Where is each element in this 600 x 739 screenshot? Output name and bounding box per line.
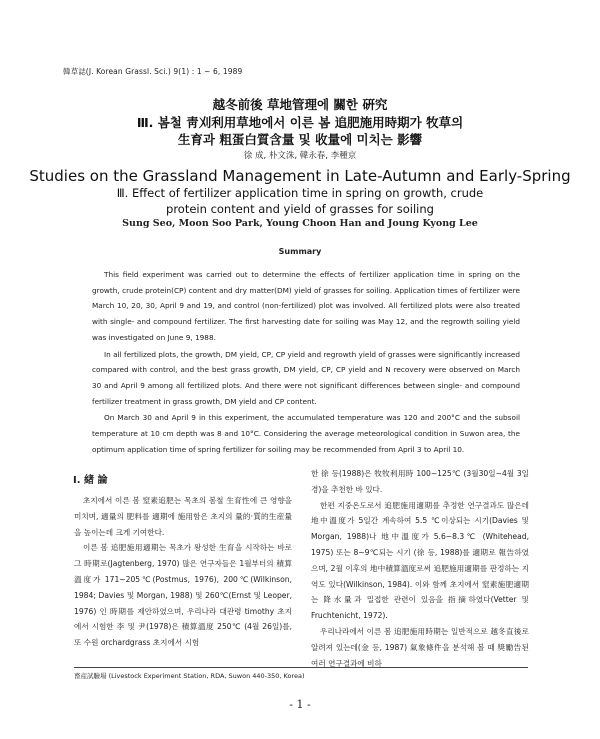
left-column-paragraph-1: 초지에서 이른 봄 窒素追肥는 목초의 봄철 生育性에 큰 영향을 미치며, 適量의 肥料를 適期에 施用함은 초지의 量的·質的生産量을 높이는데 크게 기여한다.: [74, 496, 292, 537]
english-authors: Sung Seo, Moon Soo Park, Young Choon Han and Joung Kyong Lee: [122, 218, 478, 229]
summary-heading: Summary: [278, 247, 322, 256]
journal-citation: 韓草誌(J. Korean Grassl. Sci.) 9(1) : 1 ~ 6, 1989: [63, 67, 243, 76]
korean-title-line3: 生育과 粗蛋白質含量 및 收量에 미치는 影響: [177, 132, 423, 147]
english-title-line3: protein content and yield of grasses for soiling: [166, 202, 434, 216]
korean-title-line1: 越冬前後 草地管理에 關한 硏究: [212, 97, 388, 112]
summary-paragraph-3: On March 30 and April 9 in this experiment, the accumulated temperature was 120 and 200°C and the subsoil temperature at 10 cm depth was 8 and 10°C. Considering the average meteorological condition in Suwon area, the optimum application time of spring fertilizer for soiling may be recommended from April 3 to April 10.: [92, 413, 520, 454]
footnote-divider: [74, 667, 528, 668]
english-title-line2: Ⅲ. Effect of fertilizer application time in spring on growth, crude: [116, 186, 484, 200]
right-column-paragraph-3: 우리나라에서 이른 봄 追肥施用時期는 일반적으로 越冬直後로 알려져 있는데(金 등, 1987) 氣象條件을 분석해 볼 때 獎勵告된 여러 연구결과에 비하: [311, 626, 529, 668]
summary-paragraph-2: In all fertilized plots, the growth, DM yield, CP, CP yield and regrowth yield of grasses were significantly increased compared with control, and the best grass growth, DM yield, CP, CP yield and N recovery were observed on March 30 and April 9 among all fertilized plots. And there were not significant differences between single- and compound fertilizer treatment in grass growth, DM yield and CP content.: [92, 349, 520, 406]
korean-authors: 徐 成, 朴文洙, 韓永春, 李種京: [243, 151, 357, 161]
left-column: [74, 493, 292, 651]
page-number: - 1 -: [289, 698, 311, 711]
right-column-paragraph-2: 한편 지중온도로서 追肥施用適期를 추정한 연구결과도 많은데 地中溫度가 5일간 계속하여 5.5 ℃이상되는 시기(Davies 및 Morgan, 1988)나 地中溫度가 5.6~8.3℃ (Whitehead, 1975) 또는 8~9℃되는 시기 (徐 등, 1988)를 適期로 報告하였으며, 2월 이후의 地中積算溫度로써 追肥施用適期를 판정하는 지역도 있다(Wilkinson, 1984). 이와 함께 초지에서 窒素施肥適期는 降水量과 밀접한 관련이 있음을 指摘하였다(Vetter 및 Fruchtenicht, 1972).: [311, 500, 529, 621]
footnote-affiliation: 畜産試驗場 (Livestock Experiment Station, RDA, Suwon 440-350, Korea): [74, 672, 305, 680]
korean-title-line2: Ⅲ. 봄철 靑刈利用草地에서 이른 봄 追肥施用時期가 牧草의: [136, 115, 464, 130]
english-title-line1: Studies on the Grassland Management in Late-Autumn and Early-Spring: [29, 167, 571, 185]
left-column-paragraph-2: 이른 봄 追肥施用適期는 목초가 왕성한 生育을 시작하는 바로 그 時期로(Jagtenberg, 1970) 많은 연구자들은 1월부터의 積算溫度가 171~205℃(Postmus, 1976), 200℃(Wilkinson, 1984; Davies 및 Morgan, 1988) 및 260℃(Ernst 및 Leoper, 1976) 인 時期를 제안하였으며, 우리나라 대관령 timothy 초지에서 시험한 李 및 尹(1978)은 積算溫度 250℃ (4월 26일)를, 또 수원 orchardgrass 초지에서 시험: [74, 543, 292, 648]
summary-paragraph-1: This field experiment was carried out to determine the effects of fertilizer application time in spring on the growth, crude protein(CP) content and dry matter(DM) yield of grasses for soiling. Application times of fertilizer were March 10, 20, 30, April 9 and 19, and control (non-fertilized) plot was involved. All fertilized plots were also treated with single- and compound fertilizer. The first harvesting date for soiling was May 12, and the regrowth soiling yield was investigated on June 9, 1988.: [92, 270, 520, 342]
summary-body: [92, 266, 520, 457]
section-heading-introduction: Ⅰ. 緖 論: [73, 475, 108, 486]
right-column-paragraph-1: 한 徐 등(1988)은 牧牧利用時 100~125℃ (3월30일~4월 3일경)을 추천한 바 있다.: [311, 469, 529, 494]
right-column: [311, 466, 529, 671]
